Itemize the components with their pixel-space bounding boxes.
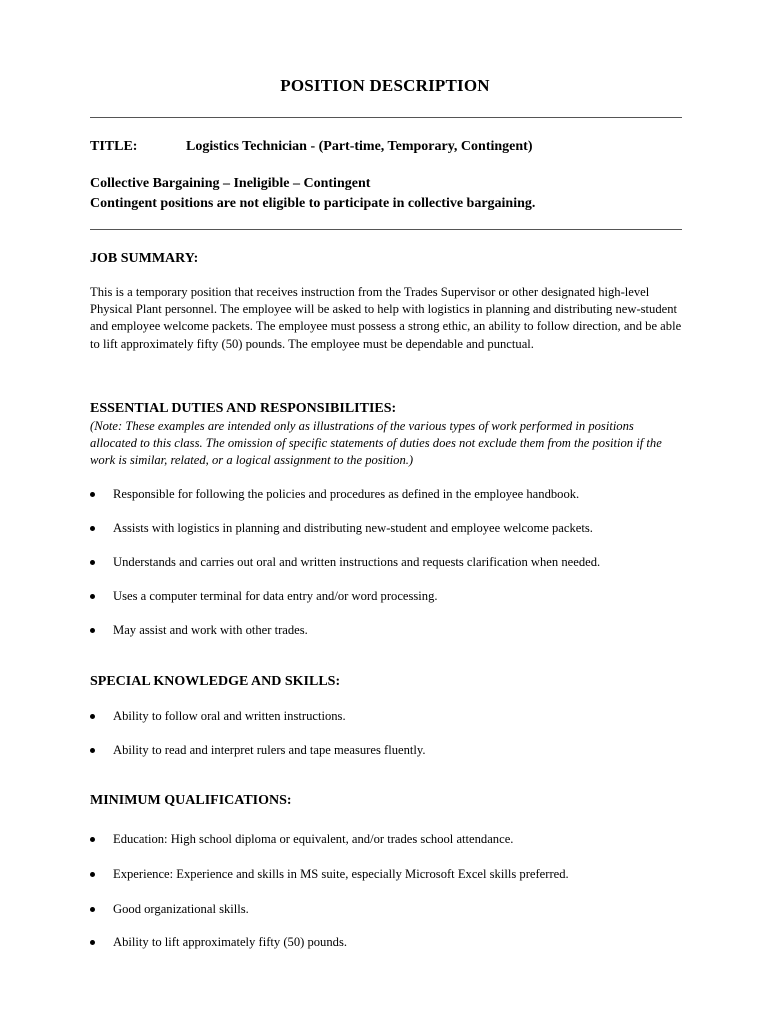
list-item: Ability to lift approximately fifty (50) pounds. xyxy=(90,934,682,951)
list-item: Responsible for following the policies and procedures as defined in the employee handbook. xyxy=(90,486,682,503)
list-item: Ability to follow oral and written instructions. xyxy=(90,708,682,725)
bullet-icon xyxy=(90,748,95,753)
bullet-icon xyxy=(90,837,95,842)
bullet-icon xyxy=(90,526,95,531)
list-item: Ability to read and interpret rulers and tape measures fluently. xyxy=(90,742,682,759)
bullet-icon xyxy=(90,594,95,599)
essential-duties-note: (Note: These examples are intended only as illustrations of the various types of work performed in positions allocated to this class. The omission of specific statements of duties does not exclude them from the position if the work is similar, related, or a logical assignment to the position.) xyxy=(90,419,662,468)
bargaining-line-1: Collective Bargaining – Ineligible – Contingent xyxy=(90,176,371,191)
bullet-icon xyxy=(90,940,95,945)
list-item: Experience: Experience and skills in MS suite, especially Microsoft Excel skills preferred. xyxy=(90,866,682,883)
list-item: Education: High school diploma or equivalent, and/or trades school attendance. xyxy=(90,831,682,848)
title-value: Logistics Technician - (Part-time, Temporary, Contingent) xyxy=(186,139,533,154)
special-knowledge-heading: SPECIAL KNOWLEDGE AND SKILLS: xyxy=(90,674,341,689)
minimum-qualifications-list xyxy=(90,831,682,951)
list-item: Assists with logistics in planning and distributing new-student and employee welcome packets. xyxy=(90,520,682,537)
list-item: Good organizational skills. xyxy=(90,901,682,918)
bullet-icon xyxy=(90,907,95,912)
list-item: May assist and work with other trades. xyxy=(90,622,682,639)
bullet-icon xyxy=(90,714,95,719)
document-heading: POSITION DESCRIPTION xyxy=(280,76,490,95)
job-summary-text: This is a temporary position that receives instruction from the Trades Supervisor or other designated high-level Physical Plant personnel. The employee will be asked to help with logistics in planning and distributing new-student and employee welcome packets. The employee must possess a strong ethic, an ability to follow direction, and be able to lift approximately fifty (50) pounds. The employee must be dependable and punctual. xyxy=(90,285,682,351)
title-label: TITLE: xyxy=(90,139,138,154)
bargaining-block xyxy=(90,174,535,214)
bullet-icon xyxy=(90,628,95,633)
position-title-row xyxy=(90,139,533,155)
essential-duties-heading: ESSENTIAL DUTIES AND RESPONSIBILITIES: xyxy=(90,401,397,416)
special-knowledge-list xyxy=(90,708,682,759)
minimum-qualifications-heading: MINIMUM QUALIFICATIONS: xyxy=(90,793,292,808)
bullet-icon xyxy=(90,492,95,497)
job-summary-heading: JOB SUMMARY: xyxy=(90,251,199,266)
bullet-icon xyxy=(90,560,95,565)
divider-bottom xyxy=(90,229,682,230)
bargaining-line-2: Contingent positions are not eligible to participate in collective bargaining. xyxy=(90,196,536,211)
list-item: Uses a computer terminal for data entry and/or word processing. xyxy=(90,588,682,605)
list-item: Understands and carries out oral and written instructions and requests clarification when needed. xyxy=(90,554,682,571)
essential-duties-list xyxy=(90,486,682,639)
divider-top xyxy=(90,117,682,118)
bullet-icon xyxy=(90,872,95,877)
